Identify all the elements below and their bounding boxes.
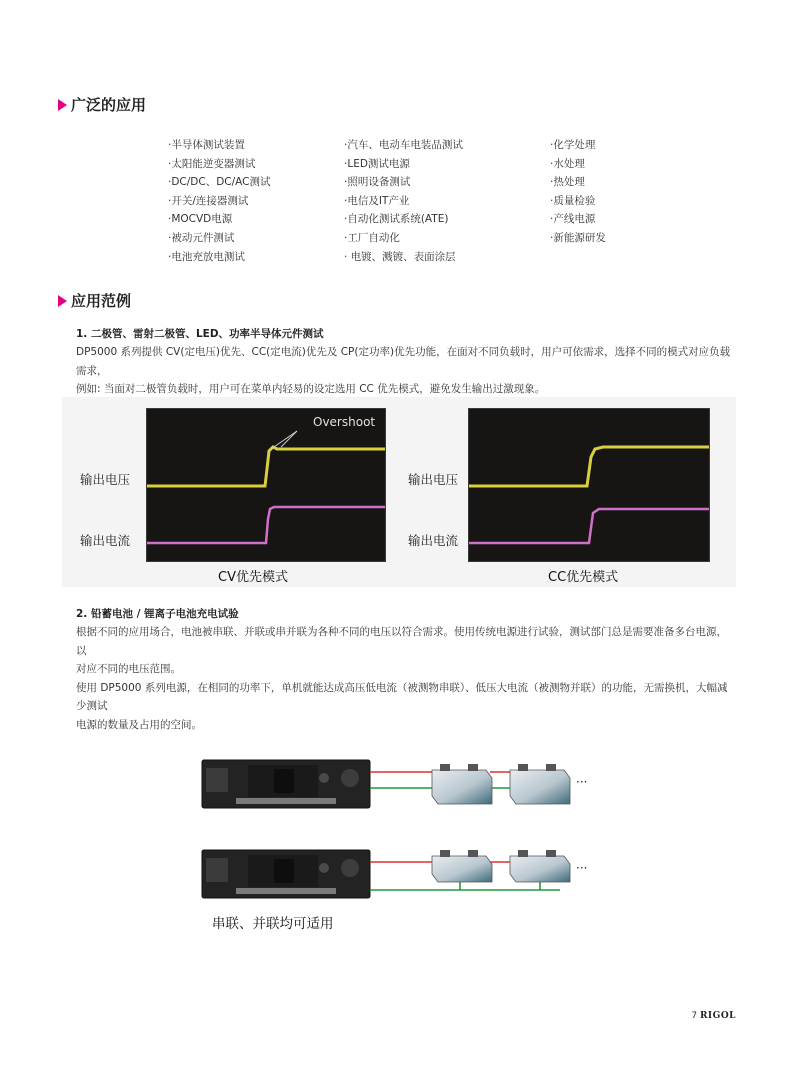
- battery-icon: [510, 850, 570, 882]
- example-2-title: 2. 铅蓄电池 / 锂离子电池充电试验: [76, 608, 239, 620]
- application-item: ·半导体测试装置: [168, 139, 245, 151]
- application-item: ·太阳能逆变器测试: [168, 157, 256, 170]
- page-number: 7: [691, 1011, 698, 1021]
- voltage-label-cv: 输出电压: [80, 472, 131, 487]
- application-item: ·自动化测试系统(ATE): [344, 213, 449, 226]
- application-item: ·新能源研发: [550, 231, 606, 244]
- scope-traces-cv: [147, 409, 385, 561]
- applications-column-2: [344, 136, 463, 266]
- voltage-trace: [469, 447, 709, 486]
- application-item: ·开关/连接器测试: [168, 194, 249, 207]
- applications-column-3: [550, 136, 606, 248]
- section-heading-examples: [58, 290, 131, 311]
- battery-icon: [510, 764, 570, 804]
- application-item: ·电信及IT产业: [344, 194, 410, 207]
- application-item: · 电镀、溅镀、表面涂层: [344, 250, 456, 263]
- example-2-paragraph: [76, 623, 736, 734]
- application-item: ·质量检验: [550, 194, 596, 207]
- triangle-bullet-icon: [58, 99, 67, 111]
- triangle-bullet-icon: [58, 295, 67, 307]
- paragraph-line: 对应不同的电压范围。: [76, 663, 181, 675]
- cc-mode-label: CC优先模式: [548, 570, 619, 585]
- paragraph-line: 例如: 当面对二极管负载时，用户可在菜单内轻易的设定选用 CC 优先模式，避免发生输出过激现象。: [76, 383, 546, 395]
- application-item: ·电池充放电测试: [168, 250, 245, 263]
- overshoot-pointer: [281, 431, 297, 447]
- ellipsis-marker: ···: [576, 861, 588, 875]
- application-item: ·热处理: [550, 176, 585, 189]
- scope-traces-cc: [469, 409, 709, 561]
- current-trace: [469, 509, 709, 543]
- current-trace: [147, 507, 385, 543]
- application-item: ·LED测试电源: [344, 157, 410, 170]
- section-title: 广泛的应用: [71, 96, 147, 114]
- current-label-cv: 输出电流: [80, 533, 131, 548]
- overshoot-label: Overshoot: [313, 415, 376, 429]
- example-1-title: 1. 二极管、雷射二极管、LED、功率半导体元件测试: [76, 328, 324, 340]
- application-item: ·照明设备测试: [344, 176, 411, 189]
- power-supply-unit: [202, 760, 370, 808]
- paragraph-line: 电源的数量及占用的空间。: [76, 718, 202, 731]
- application-item: ·产线电源: [550, 213, 596, 226]
- application-item: ·DC/DC、DC/AC测试: [168, 176, 271, 189]
- current-label-cc: 输出电流: [408, 533, 459, 548]
- application-item: ·化学处理: [550, 139, 596, 151]
- section-heading-applications: [58, 94, 146, 115]
- paragraph-line: 使用 DP5000 系列电源，在相同的功率下，单机就能达成高压低电流（被测物串联）、低压大电流（被测物并联）的功能，无需换机，大幅减少测试: [76, 681, 728, 712]
- overshoot-pointer: [271, 431, 297, 449]
- page-footer: [691, 1011, 736, 1021]
- paragraph-line: 根据不同的应用场合，电池被串联、并联或串并联为各种不同的电压以符合需求。使用传统电源进行试验，测试部门总是需要准备多台电源，以: [76, 626, 727, 657]
- diagram-caption: 串联、并联均可适用: [212, 916, 334, 932]
- ellipsis-marker: ···: [576, 775, 588, 789]
- battery-icon: [432, 764, 492, 804]
- battery-connection-diagram: [200, 758, 600, 918]
- application-item: ·MOCVD电源: [168, 213, 233, 226]
- power-supply-unit: [202, 850, 370, 898]
- application-item: ·被动元件测试: [168, 231, 235, 244]
- brand-logo: RIGOL: [699, 1011, 736, 1021]
- example-1-paragraph: [76, 343, 736, 399]
- application-item: ·工厂自动化: [344, 231, 400, 244]
- cv-mode-label: CV优先模式: [218, 570, 288, 585]
- applications-column-1: [168, 136, 271, 266]
- section-title: 应用范例: [71, 292, 132, 310]
- voltage-label-cc: 输出电压: [408, 472, 459, 487]
- application-item: ·水处理: [550, 157, 585, 170]
- scope-screen-cv: [146, 408, 386, 562]
- scope-screen-cc: [468, 408, 710, 562]
- paragraph-line: DP5000 系列提供 CV(定电压)优先、CC(定电流)优先及 CP(定功率)优先功能，在面对不同负载时，用户可依需求，选择不同的模式对应负载需求，: [76, 346, 731, 377]
- voltage-trace: [147, 447, 385, 486]
- battery-icon: [432, 850, 492, 882]
- application-item: ·汽车、电动车电装品测试: [344, 139, 463, 151]
